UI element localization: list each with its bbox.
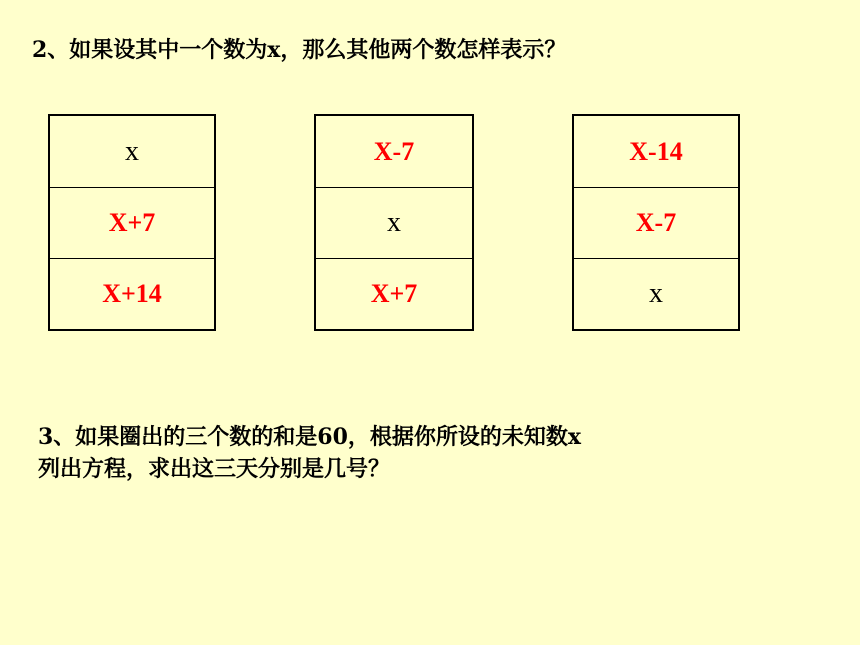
- grid-cell: x: [574, 258, 738, 329]
- question-3-line-1: 3、如果圈出的三个数的和是60，根据你所设的未知数x: [38, 424, 582, 450]
- grid-cell: x: [125, 135, 139, 167]
- grid-cell: X+7: [316, 258, 472, 329]
- grid-cell: X-14: [629, 136, 683, 166]
- calendar-column-grid-2: [314, 114, 474, 331]
- question-3-line-2: 列出方程，求出这三天分别是几号？: [38, 456, 391, 482]
- grid-cell: x: [316, 187, 472, 258]
- question-2-text: 2、如果设其中一个数为x，那么其他两个数怎样表示？: [32, 37, 567, 63]
- question-3-text: [38, 421, 581, 485]
- calendar-column-grid-3: [572, 114, 740, 331]
- grid-cell: X+7: [50, 187, 214, 258]
- grid-cell: X-7: [373, 136, 415, 166]
- grid-cell: X+14: [50, 258, 214, 329]
- grid-cell: X-7: [574, 187, 738, 258]
- calendar-column-grid-1: [48, 114, 216, 331]
